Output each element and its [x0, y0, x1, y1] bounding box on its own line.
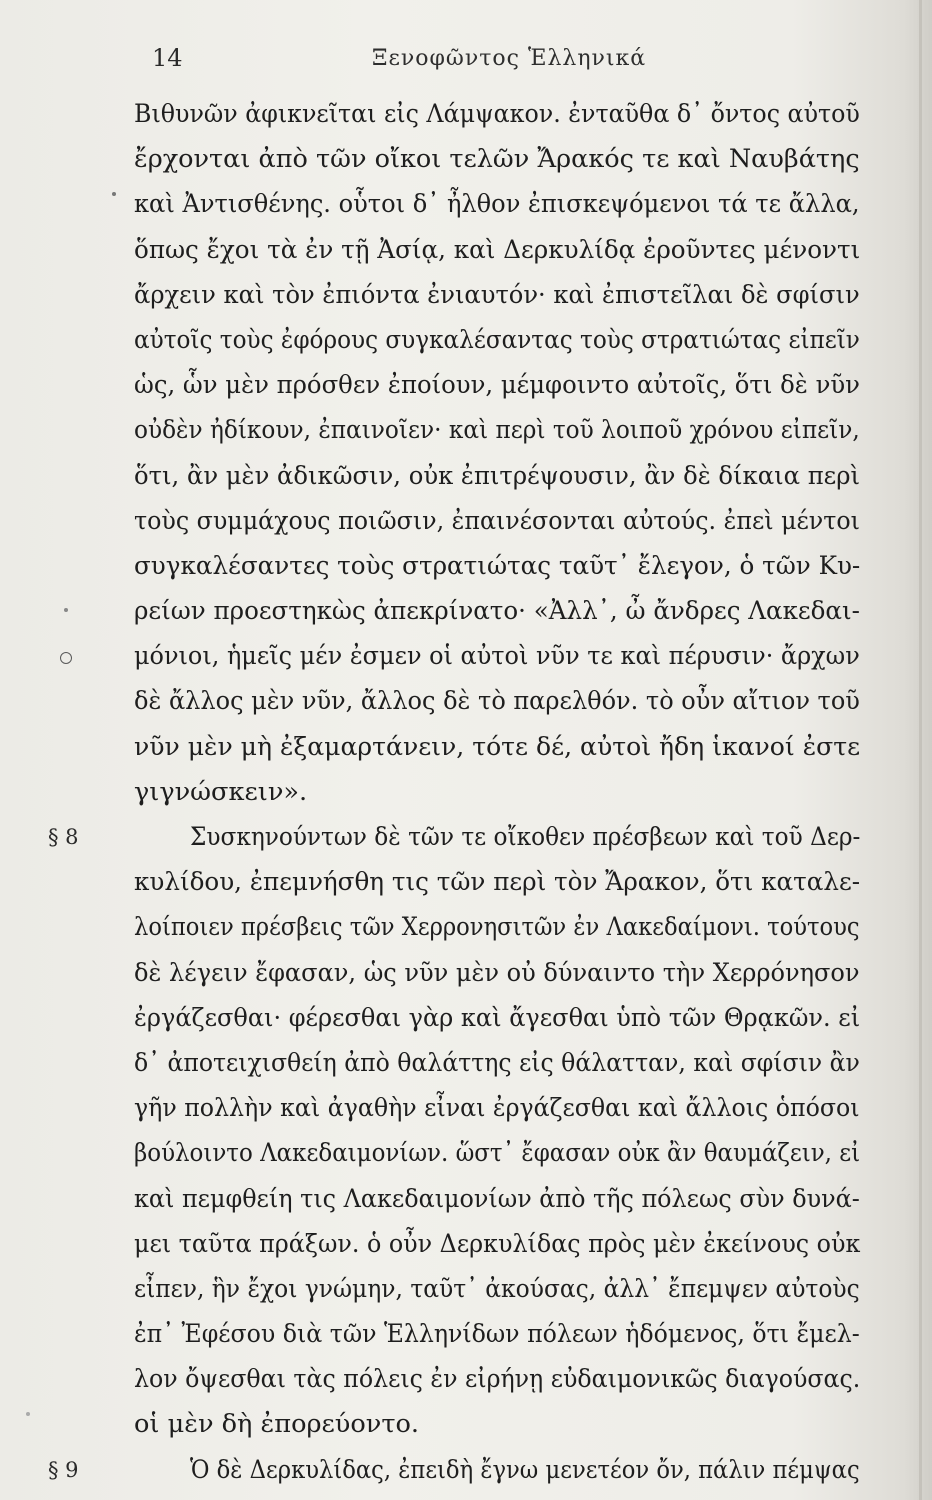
text-line: λον ὄψεσθαι τὰς πόλεις ἐν εἰρήνῃ εὐδαιμονικῶς διαγούσας. — [134, 1364, 861, 1395]
text-line: καὶ πεμφθείη τις Λακεδαιμονίων ἀπὸ τῆς πόλεως σὺν δυνά- — [134, 1183, 860, 1214]
text-line: ἔρχονται ἀπὸ τῶν οἴκοι τελῶν Ἄρακός τε καὶ Ναυβάτης — [134, 144, 860, 175]
text-line: κυλίδου, ἐπεμνήσθη τις τῶν περὶ τὸν Ἄρακον, ὅτι καταλε- — [134, 867, 861, 898]
text-line: συγκαλέσαντες τοὺς στρατιώτας ταῦτ᾽ ἔλεγον, ὁ τῶν Κυ- — [134, 550, 861, 581]
text-line-section-9: § 9 Ὁ δὲ Δερκυλίδας, ἐπειδὴ ἔγνω μενετέον ὄν, πάλιν πέμψας — [0, 1448, 932, 1493]
text-line: Βιθυνῶν ἀφικνεῖται εἰς Λάμψακον. ἐνταῦθα δ᾽ ὄντος αὐτοῦ — [134, 99, 860, 129]
page-number: 14 — [152, 44, 183, 72]
text-line: ἐπ᾽ Ἐφέσου διὰ τῶν Ἑλληνίδων πόλεων ἡδόμενος, ὅτι ἔμελ- — [134, 1319, 860, 1350]
body-text — [0, 92, 932, 1493]
text-line: εἶπεν, ἣν ἔχοι γνώμην, ταῦτ᾽ ἀκούσας, ἀλλ᾽ ἔπεμψεν αὐτοὺς — [134, 1273, 860, 1304]
text-line: τοὺς συμμάχους ποιῶσιν, ἐπαινέσονται αὐτούς. ἐπεὶ μέντοι — [134, 505, 860, 536]
page-header — [0, 40, 932, 80]
text-line: βούλοιντο Λακεδαιμονίων. ὥστ᾽ ἔφασαν οὐκ ἂν θαυμάζειν, εἰ — [134, 1138, 861, 1169]
text-line: ἄρχειν καὶ τὸν ἐπιόντα ἐνιαυτόν· καὶ ἐπιστεῖλαι δὲ σφίσιν — [134, 279, 860, 310]
text-line: λοίποιεν πρέσβεις τῶν Χερρονησιτῶν ἐν Λακεδαίμονι. τούτους — [134, 912, 860, 943]
text-line: νῦν μὲν μὴ ἐξαμαρτάνειν, τότε δέ, αὐτοὶ ἤδη ἱκανοί ἐστε — [134, 731, 861, 762]
text-line: μόνιοι, ἡμεῖς μέν ἐσμεν οἱ αὐτοὶ νῦν τε καὶ πέρυσιν· ἄρχων — [134, 641, 860, 672]
text-line: ὅπως ἔχοι τὰ ἐν τῇ Ἀσίᾳ, καὶ Δερκυλίδᾳ ἐροῦντες μένοντι — [134, 234, 861, 265]
text-line: οὐδὲν ἠδίκουν, ἐπαινοῖεν· καὶ περὶ τοῦ λοιποῦ χρόνου εἰπεῖν, — [134, 415, 860, 446]
text-line: ὅτι, ἂν μὲν ἀδικῶσιν, οὐκ ἐπιτρέψουσιν, ἂν δὲ δίκαια περὶ — [134, 460, 860, 491]
text-line: δὲ λέγειν ἔφασαν, ὡς νῦν μὲν οὐ δύναιντο τὴν Χερρόνησον — [134, 957, 860, 988]
text-line: γῆν πολλὴν καὶ ἀγαθὴν εἶναι ἐργάζεσθαι καὶ ἄλλοις ὁπόσοι — [134, 1093, 860, 1124]
text-line: γιγνώσκειν». — [134, 776, 308, 807]
section-marker: § 8 — [48, 825, 79, 849]
text-line: ἐργάζεσθαι· φέρεσθαι γὰρ καὶ ἄγεσθαι ὑπὸ τῶν Θρᾳκῶν. εἰ — [134, 1002, 861, 1033]
section-marker: § 9 — [48, 1457, 79, 1482]
text-line: ὡς, ὧν μὲν πρόσθεν ἐποίουν, μέμφοιντο αὐτοῖς, ὅτι δὲ νῦν — [134, 370, 860, 401]
text-line: δὲ ἄλλος μὲν νῦν, ἄλλος δὲ τὸ παρελθόν. τὸ οὖν αἴτιον τοῦ — [134, 686, 860, 717]
text-line: οἱ μὲν δὴ ἐπορεύοντο. — [134, 1409, 420, 1440]
text-line: καὶ Ἀντισθένης. οὗτοι δ᾽ ἦλθον ἐπισκεψόμενοι τά τε ἄλλα, — [134, 189, 860, 220]
text-line: ρείων προεστηκὼς ἀπεκρίνατο· «Ἀλλ᾽, ὦ ἄνδρες Λακεδαι- — [134, 596, 860, 627]
text-line: δ᾽ ἀποτειχισθείη ἀπὸ θαλάττης εἰς θάλατταν, καὶ σφίσιν ἂν — [134, 1047, 860, 1078]
running-title: Ξενοφῶντος Ἑλληνικά — [372, 46, 647, 71]
text-line: αὐτοῖς τοὺς ἐφόρους συγκαλέσαντας τοὺς στρατιώτας εἰπεῖν — [134, 324, 860, 355]
text-line: μει ταῦτα πράξων. ὁ οὖν Δερκυλίδας πρὸς μὲν ἐκείνους οὐκ — [134, 1228, 861, 1259]
text-line-section-8: § 8 Συσκηνούντων δὲ τῶν τε οἴκοθεν πρέσβεων καὶ τοῦ Δερ- — [0, 815, 932, 860]
